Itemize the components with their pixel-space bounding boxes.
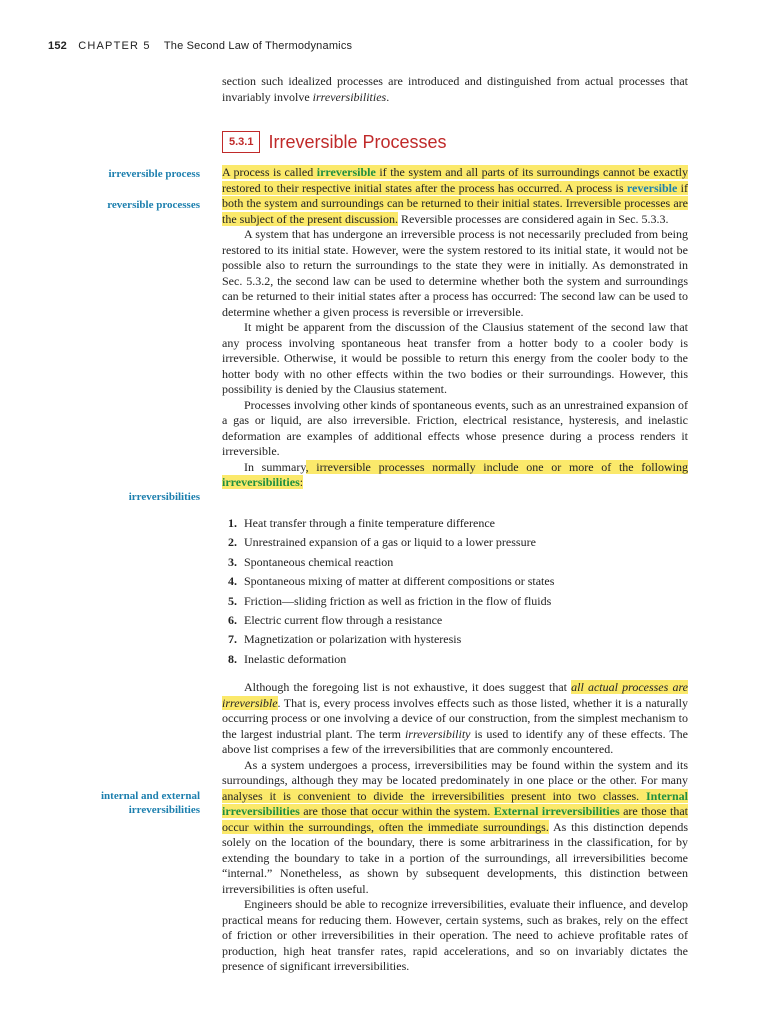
paragraph-1 xyxy=(222,165,688,227)
p7-a: As a system undergoes a process, irreversibilities may be found within the system and its surroundings, although they may be located predominately in one place or the other. For many xyxy=(222,757,688,787)
chapter-label: CHAPTER 5 xyxy=(78,40,151,52)
margin-note-reversible-processes: reversible processes xyxy=(107,199,200,211)
intro-end: . xyxy=(386,89,390,104)
paragraph-4: Processes involving other kinds of spontaneous events, such as an unrestrained expansion of a gas or liquid, are also irreversible. Friction, electrical resistance, hysteresis, and inelastic deformation are examples of additional effects whose presence during a process renders it irreversible. xyxy=(222,397,688,458)
margin-note-line-1: internal and external xyxy=(101,790,200,802)
lower-text xyxy=(222,680,688,975)
running-header xyxy=(48,40,352,52)
p1-e: if both the system and surroundings can be returned to their initial states. Irreversible processes are the subject of the present discussion. xyxy=(222,180,688,226)
p7-b: analyses it is convenient to divide the irreversibilities present into two classes. xyxy=(222,788,646,803)
irreversibilities-list xyxy=(228,516,554,671)
p5-b: , irreversible processes normally include one or more of the following xyxy=(305,459,688,474)
p6-e: is used to identify any of these effects. The above list comprises a few of the irreversibilities that are commonly encountered. xyxy=(222,726,688,756)
list-item: 8. Inelastic deformation xyxy=(228,651,347,666)
margin-note-irreversibilities: irreversibilities xyxy=(128,491,200,503)
paragraph-3: It might be apparent from the discussion of the Clausius statement of the second law that any process involving spontaneous heat transfer from a hotter body to a cooler body is irreversible. Otherwise, it would be possible to return this energy from the cooler body to the hotter body with no other effects within the two bodies or their surroundings. However, this possibility is denied by the Clausius statement. xyxy=(222,320,688,396)
p7-g: As this distinction depends solely on the location of the boundary, there is some arbitrariness in the classification, for by extending the boundary to take in a portion of the surroundings, all irreversibilities become “internal.” Nonetheless, as shown by subsequent developments, this distinction between irreversibilities is often useful. xyxy=(222,819,688,896)
margin-note-line-2: irreversibilities xyxy=(128,804,200,816)
p7-f: are those that occur within the surroundings, often the immediate surroundings. xyxy=(222,804,688,834)
p6-italic-term: irreversibility xyxy=(404,726,471,741)
intro-italic: irreversibilities xyxy=(312,89,387,104)
list-item: 5. Friction—sliding friction as well as friction in the flow of fluids xyxy=(228,593,552,608)
intro-text: section such idealized processes are introduced and distinguished from actual processes that invariably involve xyxy=(222,74,688,104)
p7-d: are those that occur within the system. xyxy=(299,804,494,818)
margin-note-irreversible-process: irreversible process xyxy=(108,168,200,180)
p6-italic-highlight: all actual processes are irreversible xyxy=(222,680,688,710)
term-irreversibilities: irreversibilities xyxy=(222,475,300,489)
term-irreversible: irreversible xyxy=(316,165,376,179)
list-item: 4. Spontaneous mixing of matter at different compositions or states xyxy=(228,574,555,589)
p6-c: . That is, every process involves effects such as those listed, whether it is a naturally occurring process or one involving a device of our construction, from the simplest mechanism to the largest industrial plant. The term xyxy=(222,695,688,741)
list-item: 7. Magnetization or polarization with hysteresis xyxy=(228,632,462,647)
paragraph-6 xyxy=(222,680,688,758)
p1-a: A process is called xyxy=(222,165,317,179)
intro-paragraph xyxy=(222,74,688,105)
term-external-irreversibilities: External irreversibilities xyxy=(493,804,620,818)
list-item: 1. Heat transfer through a finite temperature difference xyxy=(228,516,495,530)
section-number: 5.3.1 xyxy=(222,131,260,153)
paragraph-8: Engineers should be able to recognize irreversibilities, evaluate their influence, and develop practical means for reducing them. However, certain systems, such as brakes, rely on the effect of friction or other irreversibilities in their operation. The need to achieve profitable rates of production, high heat transfer rates, rapid accelerations, and so on invariably dictates the presence of significant irreversibilities. xyxy=(222,897,688,973)
section-heading xyxy=(222,131,447,153)
p6-a: Although the foregoing list is not exhaustive, it does suggest that xyxy=(244,680,572,694)
term-internal-irreversibilities: Internal irreversibilities xyxy=(222,788,688,818)
p1-f: Reversible processes are considered again in Sec. 5.3.3. xyxy=(397,211,669,226)
chapter-title: The Second Law of Thermodynamics xyxy=(163,40,353,52)
page-number: 152 xyxy=(48,40,67,52)
list-item: 3. Spontaneous chemical reaction xyxy=(228,554,394,569)
paragraph-5 xyxy=(222,460,688,491)
p5-d: : xyxy=(299,475,304,489)
p1-c: if the system and all parts of its surroundings cannot be exactly restored to their respective initial states after the process has occurred. A process is xyxy=(222,165,688,195)
paragraph-7 xyxy=(222,758,688,898)
p5-a: In summary xyxy=(244,459,306,474)
paragraph-2: A system that has undergone an irreversible process is not necessarily precluded from being restored to its initial state. However, were the system restored to its initial state, it would not be possible also to return the surroundings to the state they were in initially. As demonstrated in Sec. 5.3.2, the second law can be used to determine whether both the system and surroundings can be returned to their initial states after a process has occurred: The second law can be used to determine whether a given process is reversible or irreversible. xyxy=(222,227,688,319)
list-item: 2. Unrestrained expansion of a gas or liquid to a lower pressure xyxy=(228,535,536,550)
main-text xyxy=(222,165,688,491)
margin-note-internal-external xyxy=(60,789,200,817)
list-item: 6. Electric current flow through a resistance xyxy=(228,612,443,627)
term-reversible: reversible xyxy=(626,180,678,195)
section-title: Irreversible Processes xyxy=(268,131,447,152)
